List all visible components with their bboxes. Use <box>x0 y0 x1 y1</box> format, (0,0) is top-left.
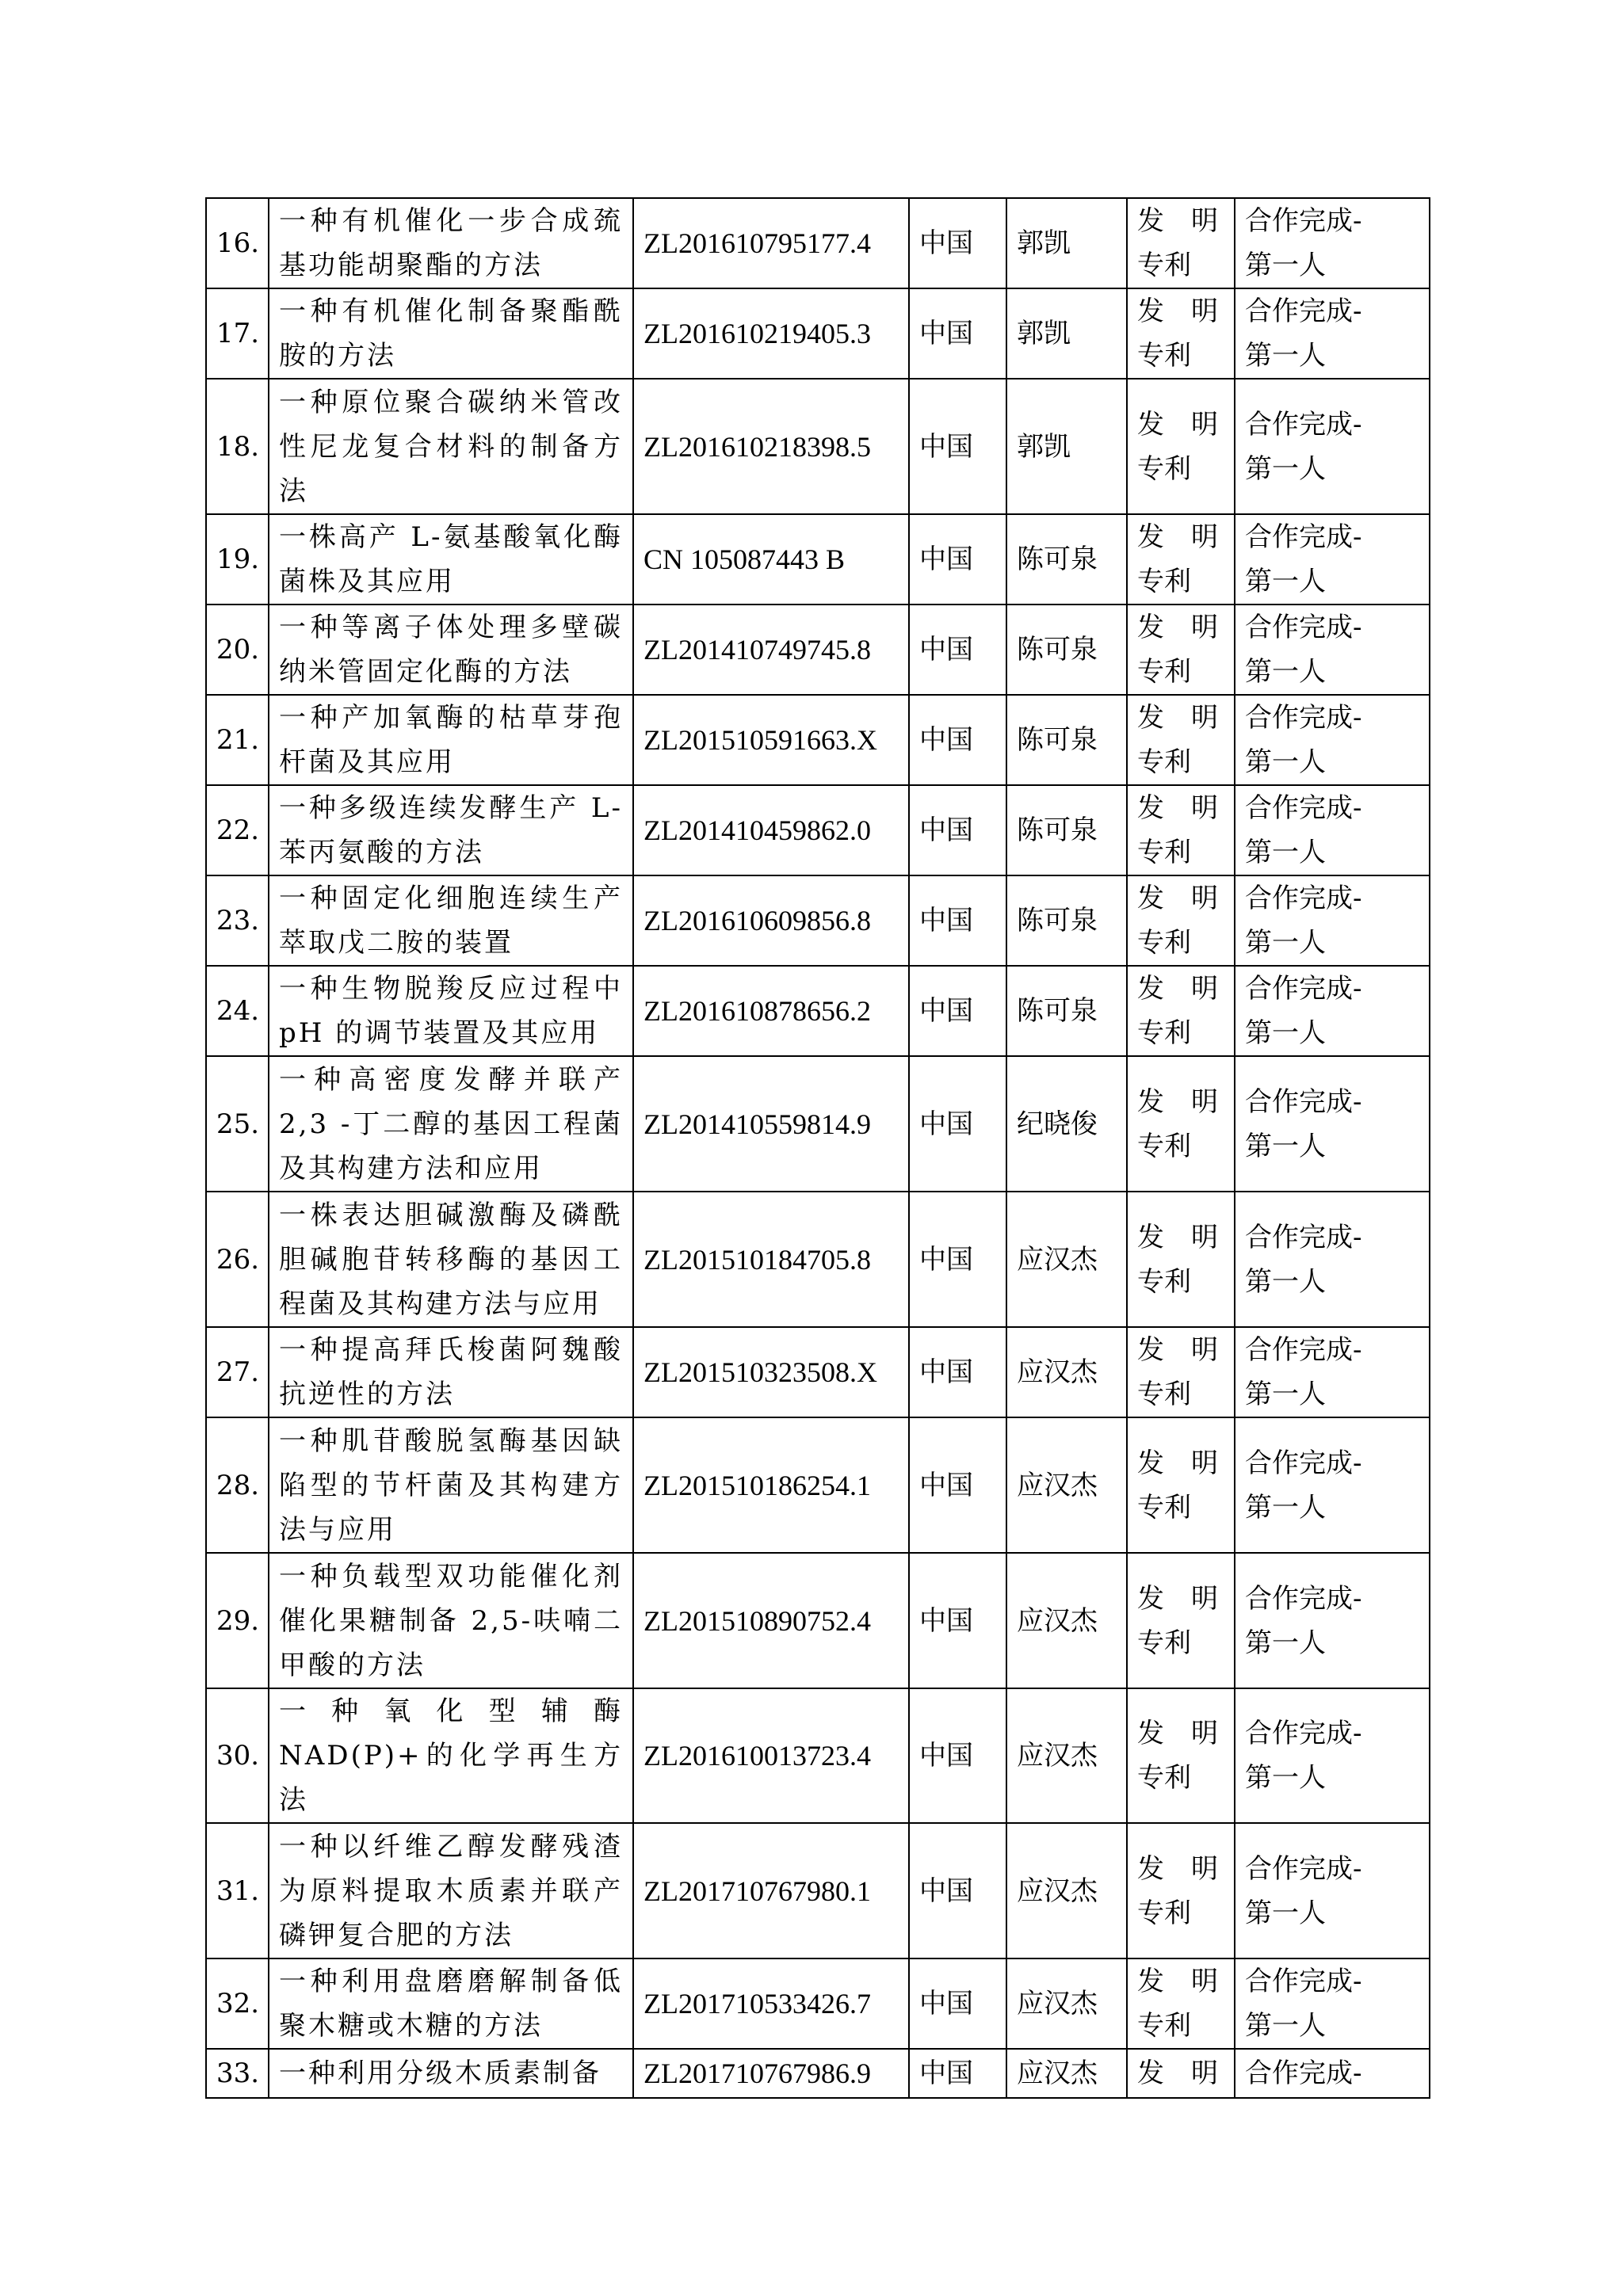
role-line: 合作完成- <box>1245 612 1362 643</box>
patent-number: ZL201610218398.5 <box>633 379 909 514</box>
role-line: 合作完成- <box>1245 883 1362 914</box>
patent-type-line: 发 明 <box>1137 1221 1218 1253</box>
table-row <box>206 2049 1430 2098</box>
patent-type <box>1127 288 1235 379</box>
role-line: 第一人 <box>1245 1017 1326 1049</box>
inventor: 应汉杰 <box>1006 2049 1127 2098</box>
patent-type-line: 发 明 <box>1137 296 1218 327</box>
row-number: 22. <box>206 785 269 875</box>
row-number: 33. <box>206 2049 269 2098</box>
role-line: 合作完成- <box>1245 1852 1362 1885</box>
patent-type <box>1127 1823 1235 1958</box>
role-line: 第一人 <box>1245 1265 1326 1298</box>
completion-role <box>1235 1327 1430 1417</box>
role-line: 第一人 <box>1245 452 1326 485</box>
inventor: 郭凯 <box>1006 198 1127 288</box>
inventor: 陈可泉 <box>1006 785 1127 875</box>
country: 中国 <box>909 1553 1006 1688</box>
completion-role <box>1235 1688 1430 1823</box>
inventor: 陈可泉 <box>1006 695 1127 785</box>
completion-role <box>1235 605 1430 695</box>
inventor: 应汉杰 <box>1006 1192 1127 1327</box>
completion-role <box>1235 288 1430 379</box>
patent-number: ZL201510184705.8 <box>633 1192 909 1327</box>
table-row <box>206 288 1430 379</box>
patent-type-line: 发 明 <box>1137 1085 1218 1118</box>
patent-type <box>1127 1192 1235 1327</box>
country: 中国 <box>909 695 1006 785</box>
table-row <box>206 605 1430 695</box>
patent-type-line: 发 明 <box>1137 1447 1218 1479</box>
inventor: 陈可泉 <box>1006 966 1127 1056</box>
patent-type <box>1127 1958 1235 2049</box>
role-line: 第一人 <box>1245 927 1326 959</box>
country: 中国 <box>909 2049 1006 2098</box>
patent-type <box>1127 785 1235 875</box>
row-number: 29. <box>206 1553 269 1688</box>
patent-name: 一种生物脱羧反应过程中 pH 的调节装置及其应用 <box>269 966 633 1056</box>
completion-role <box>1235 1823 1430 1958</box>
patent-type-line: 专利 <box>1137 566 1191 597</box>
completion-role <box>1235 695 1430 785</box>
patent-name: 一种固定化细胞连续生产萃取戊二胺的装置 <box>269 875 633 966</box>
role-line: 合作完成- <box>1245 408 1362 441</box>
country: 中国 <box>909 1823 1006 1958</box>
role-line: 第一人 <box>1245 2010 1326 2042</box>
patent-name: 一种以纤维乙醇发酵残渣为原料提取木质素并联产磷钾复合肥的方法 <box>269 1823 633 1958</box>
country: 中国 <box>909 785 1006 875</box>
row-number: 26. <box>206 1192 269 1327</box>
patent-type-line: 发 明 <box>1137 1966 1218 1997</box>
role-line: 第一人 <box>1245 1130 1326 1162</box>
completion-role <box>1235 1553 1430 1688</box>
row-number: 24. <box>206 966 269 1056</box>
patent-type-line: 发 明 <box>1137 2058 1218 2089</box>
table-row <box>206 966 1430 1056</box>
table-row <box>206 1192 1430 1327</box>
inventor: 纪晓俊 <box>1006 1056 1127 1192</box>
completion-role <box>1235 1417 1430 1553</box>
patent-number: ZL201410749745.8 <box>633 605 909 695</box>
role-line: 合作完成- <box>1245 205 1362 237</box>
table-row <box>206 1823 1430 1958</box>
table-row <box>206 1688 1430 1823</box>
patent-name: 一种有机催化制备聚酯酰胺的方法 <box>269 288 633 379</box>
patent-type-line: 专利 <box>1137 1265 1191 1298</box>
patent-number: ZL201510890752.4 <box>633 1553 909 1688</box>
table-row <box>206 1327 1430 1417</box>
patent-type <box>1127 875 1235 966</box>
inventor: 应汉杰 <box>1006 1958 1127 2049</box>
role-line: 第一人 <box>1245 1897 1326 1929</box>
patent-name: 一种原位聚合碳纳米管改性尼龙复合材料的制备方法 <box>269 379 633 514</box>
patent-type-line: 专利 <box>1137 452 1191 485</box>
patent-name: 一种等离子体处理多壁碳纳米管固定化酶的方法 <box>269 605 633 695</box>
country: 中国 <box>909 288 1006 379</box>
patent-type <box>1127 1327 1235 1417</box>
patent-type <box>1127 966 1235 1056</box>
patent-type-line: 专利 <box>1137 656 1191 688</box>
inventor: 应汉杰 <box>1006 1823 1127 1958</box>
patent-type-line: 专利 <box>1137 1130 1191 1162</box>
patent-name: 一株高产 L-氨基酸氧化酶菌株及其应用 <box>269 514 633 605</box>
patent-type <box>1127 2049 1235 2098</box>
patent-type-line: 专利 <box>1137 927 1191 959</box>
role-line: 第一人 <box>1245 656 1326 688</box>
patent-type-line: 专利 <box>1137 1379 1191 1410</box>
patent-type-line: 发 明 <box>1137 702 1218 734</box>
patent-type <box>1127 1553 1235 1688</box>
row-number: 25. <box>206 1056 269 1192</box>
patent-type-line: 专利 <box>1137 1897 1191 1929</box>
role-line: 合作完成- <box>1245 1582 1362 1615</box>
patent-number: ZL201610609856.8 <box>633 875 909 966</box>
row-number: 20. <box>206 605 269 695</box>
inventor: 应汉杰 <box>1006 1688 1127 1823</box>
completion-role <box>1235 875 1430 966</box>
completion-role <box>1235 785 1430 875</box>
patent-type-line: 专利 <box>1137 1627 1191 1659</box>
patent-number: ZL201610795177.4 <box>633 198 909 288</box>
country: 中国 <box>909 966 1006 1056</box>
patent-name: 一种有机催化一步合成巯基功能胡聚酯的方法 <box>269 198 633 288</box>
role-line: 合作完成- <box>1245 1966 1362 1997</box>
patent-type-line: 专利 <box>1137 2010 1191 2042</box>
table-row <box>206 514 1430 605</box>
patent-type-line: 专利 <box>1137 1491 1191 1524</box>
patent-name: 一种利用盘磨磨解制备低聚木糖或木糖的方法 <box>269 1958 633 2049</box>
row-number: 31. <box>206 1823 269 1958</box>
patent-name: 一种肌苷酸脱氢酶基因缺陷型的节杆菌及其构建方法与应用 <box>269 1417 633 1553</box>
completion-role <box>1235 198 1430 288</box>
row-number: 21. <box>206 695 269 785</box>
completion-role <box>1235 1958 1430 2049</box>
role-line: 合作完成- <box>1245 702 1362 734</box>
country: 中国 <box>909 1192 1006 1327</box>
completion-role <box>1235 966 1430 1056</box>
patent-number: ZL201610878656.2 <box>633 966 909 1056</box>
patent-type <box>1127 1688 1235 1823</box>
patent-number: ZL201610013723.4 <box>633 1688 909 1823</box>
row-number: 32. <box>206 1958 269 2049</box>
role-line: 合作完成- <box>1245 973 1362 1005</box>
role-line: 合作完成- <box>1245 1718 1362 1749</box>
country: 中国 <box>909 1688 1006 1823</box>
table-row <box>206 379 1430 514</box>
row-number: 17. <box>206 288 269 379</box>
table-row <box>206 695 1430 785</box>
patent-type-line: 发 明 <box>1137 612 1218 643</box>
patent-type-line: 发 明 <box>1137 1718 1218 1749</box>
completion-role <box>1235 1056 1430 1192</box>
role-line: 合作完成- <box>1245 1447 1362 1479</box>
table-row <box>206 875 1430 966</box>
patent-type-line: 专利 <box>1137 746 1191 778</box>
inventor: 陈可泉 <box>1006 605 1127 695</box>
table-row <box>206 785 1430 875</box>
patent-type-line: 专利 <box>1137 837 1191 868</box>
country: 中国 <box>909 198 1006 288</box>
row-number: 28. <box>206 1417 269 1553</box>
row-number: 23. <box>206 875 269 966</box>
role-line: 合作完成- <box>1245 1221 1362 1253</box>
patent-type-line: 发 明 <box>1137 973 1218 1005</box>
completion-role <box>1235 379 1430 514</box>
patent-number: CN 105087443 B <box>633 514 909 605</box>
patent-name: 一株表达胆碱激酶及磷酰胆碱胞苷转移酶的基因工程菌及其构建方法与应用 <box>269 1192 633 1327</box>
patent-type-line: 发 明 <box>1137 521 1218 553</box>
table-row <box>206 1958 1430 2049</box>
role-line: 第一人 <box>1245 837 1326 868</box>
patent-type-line: 专利 <box>1137 340 1191 372</box>
patent-type-line: 发 明 <box>1137 1334 1218 1366</box>
country: 中国 <box>909 514 1006 605</box>
table-row <box>206 1417 1430 1553</box>
country: 中国 <box>909 1958 1006 2049</box>
role-line: 第一人 <box>1245 1627 1326 1659</box>
patent-type-line: 发 明 <box>1137 883 1218 914</box>
patent-type-line: 发 明 <box>1137 408 1218 441</box>
patent-type-line: 发 明 <box>1137 792 1218 824</box>
role-line: 合作完成- <box>1245 521 1362 553</box>
row-number: 19. <box>206 514 269 605</box>
patent-type <box>1127 514 1235 605</box>
patent-name: 一种负载型双功能催化剂催化果糖制备 2,5-呋喃二甲酸的方法 <box>269 1553 633 1688</box>
country: 中国 <box>909 379 1006 514</box>
country: 中国 <box>909 1417 1006 1553</box>
role-line: 第一人 <box>1245 1379 1326 1410</box>
completion-role <box>1235 1192 1430 1327</box>
row-number: 18. <box>206 379 269 514</box>
patent-type <box>1127 1417 1235 1553</box>
patent-number: ZL201610219405.3 <box>633 288 909 379</box>
country: 中国 <box>909 875 1006 966</box>
role-line: 第一人 <box>1245 250 1326 281</box>
country: 中国 <box>909 1327 1006 1417</box>
patent-number: ZL201410459862.0 <box>633 785 909 875</box>
patent-number: ZL201410559814.9 <box>633 1056 909 1192</box>
patent-type-line: 发 明 <box>1137 205 1218 237</box>
patent-name: 一种多级连续发酵生产 L-苯丙氨酸的方法 <box>269 785 633 875</box>
inventor: 应汉杰 <box>1006 1417 1127 1553</box>
patent-name: 一种产加氧酶的枯草芽孢杆菌及其应用 <box>269 695 633 785</box>
inventor: 陈可泉 <box>1006 514 1127 605</box>
role-line: 合作完成- <box>1245 792 1362 824</box>
role-line: 合作完成- <box>1245 296 1362 327</box>
inventor: 陈可泉 <box>1006 875 1127 966</box>
patent-number: ZL201710533426.7 <box>633 1958 909 2049</box>
patent-name: 一种氧化型辅酶 NAD(P)+的化学再生方法 <box>269 1688 633 1823</box>
patent-number: ZL201510591663.X <box>633 695 909 785</box>
patent-type <box>1127 379 1235 514</box>
row-number: 27. <box>206 1327 269 1417</box>
table-row <box>206 1056 1430 1192</box>
role-line: 第一人 <box>1245 340 1326 372</box>
completion-role <box>1235 2049 1430 2098</box>
patent-type <box>1127 1056 1235 1192</box>
patent-type-line: 专利 <box>1137 1762 1191 1794</box>
patent-type-line: 专利 <box>1137 250 1191 281</box>
patent-type <box>1127 695 1235 785</box>
patent-number: ZL201710767980.1 <box>633 1823 909 1958</box>
patent-name: 一种提高拜氏梭菌阿魏酸抗逆性的方法 <box>269 1327 633 1417</box>
patent-type-line: 发 明 <box>1137 1852 1218 1885</box>
patent-number: ZL201510323508.X <box>633 1327 909 1417</box>
patent-type <box>1127 605 1235 695</box>
patent-type-line: 专利 <box>1137 1017 1191 1049</box>
row-number: 16. <box>206 198 269 288</box>
role-line: 合作完成- <box>1245 1085 1362 1118</box>
patent-number: ZL201510186254.1 <box>633 1417 909 1553</box>
patent-type-line: 发 明 <box>1137 1582 1218 1615</box>
completion-role <box>1235 514 1430 605</box>
role-line: 合作完成- <box>1245 2058 1362 2089</box>
patent-type <box>1127 198 1235 288</box>
role-line: 合作完成- <box>1245 1334 1362 1366</box>
patent-table <box>205 197 1430 2099</box>
country: 中国 <box>909 1056 1006 1192</box>
table-row <box>206 1553 1430 1688</box>
patent-number: ZL201710767986.9 <box>633 2049 909 2098</box>
role-line: 第一人 <box>1245 566 1326 597</box>
role-line: 第一人 <box>1245 746 1326 778</box>
inventor: 郭凯 <box>1006 379 1127 514</box>
role-line: 第一人 <box>1245 1762 1326 1794</box>
patent-name: 一种利用分级木质素制备 <box>269 2049 633 2098</box>
patent-name: 一种高密度发酵并联产 2,3 -丁二醇的基因工程菌及其构建方法和应用 <box>269 1056 633 1192</box>
role-line: 第一人 <box>1245 1491 1326 1524</box>
inventor: 应汉杰 <box>1006 1327 1127 1417</box>
country: 中国 <box>909 605 1006 695</box>
row-number: 30. <box>206 1688 269 1823</box>
inventor: 应汉杰 <box>1006 1553 1127 1688</box>
table-row <box>206 198 1430 288</box>
inventor: 郭凯 <box>1006 288 1127 379</box>
